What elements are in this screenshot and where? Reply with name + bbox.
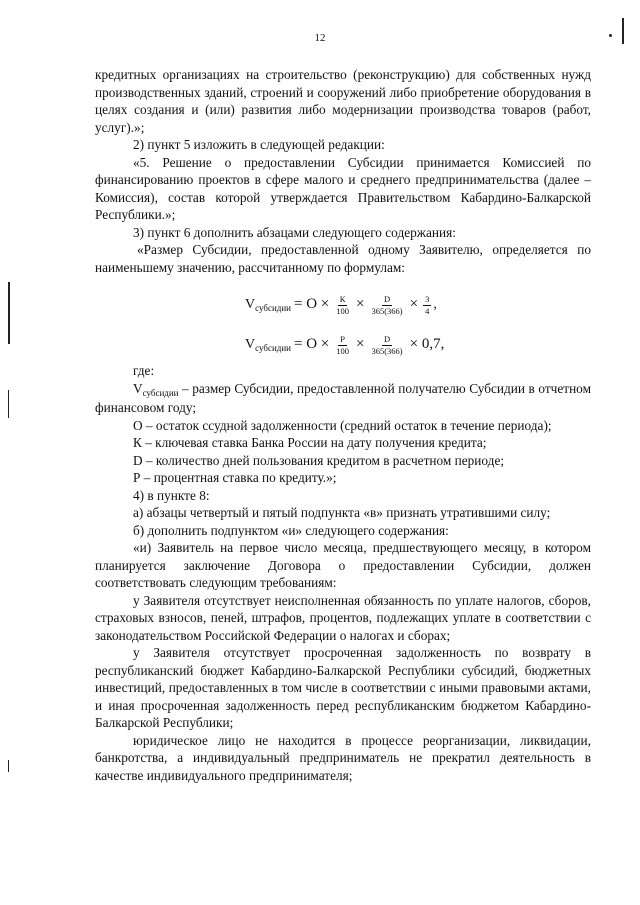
paragraph-p-definition: Р – процентная ставка по кредиту.»; <box>133 470 337 485</box>
paragraph-item-3: 3) пункт 6 дополнить абзацами следующего содержания: <box>133 224 456 240</box>
paragraph-no-tax-debt: у Заявителя отсутствует неисполненная обязанность по уплате налогов, сборов, страховых взносов, пеней, штрафов, процентов, подлежащих уплате в соответствии с законодательством Российской Федерации о налогах и сборах; <box>95 592 591 643</box>
paragraph-o-definition: О – остаток ссудной задолженности (средний остаток в течение периода); <box>133 417 552 433</box>
formula-2-frac-1: $\frac{P}{100}$ <box>336 333 349 356</box>
document-body <box>95 66 591 784</box>
scan-dot-top-right <box>609 34 612 37</box>
paragraph-v-definition: $V_{субсидии}$ – размер Субсидии, предоставленной получателю Субсидии в отчетном финансовом году; <box>95 380 591 415</box>
formula-1-eq: = O × <box>293 296 330 313</box>
scan-mark-left-2 <box>8 390 9 418</box>
paragraph-k-definition: К – ключевая ставка Банка России на дату получения кредита; <box>133 435 487 450</box>
formula-1-frac-1: $\frac{К}{100}$ <box>336 293 349 316</box>
formula-2-sub: субсидии <box>255 343 291 354</box>
paragraph-no-budget-debt: у Заявителя отсутствует просроченная задолженность по возврату в республиканский бюджет Кабардино-Балкарской Республики субсидий, бюджетных инвестиций, предоставленных в том числе в соответствии с иными правовыми актами, и иная просроченная задолженность перед республиканским бюджетом Кабардино-Балкарской Республики; <box>95 645 591 730</box>
paragraph-where: где: <box>133 363 155 378</box>
paragraph-sub-i: «и) Заявитель на первое число месяца, предшествующего месяцу, в котором планируется заключение Договора о предоставлении Субсидии, должен соответствовать следующим требованиям: <box>95 540 591 590</box>
paragraph-subsidy-size: «Размер Субсидии, предоставленной одному Заявителю, определяется по наименьшему значению, рассчитанному по формулам: <box>95 242 591 275</box>
paragraph-quote-5: «5. Решение о предоставлении Субсидии принимается Комиссией по финансированию проектов в сфере малого и среднего предпринимательства (далее – Комиссия), состав которой утверждается Правительством Кабардино-Балкарской Республики.»; <box>95 154 591 222</box>
scan-mark-left-1 <box>8 282 10 344</box>
paragraph-item-4: 4) в пункте 8: <box>133 487 210 503</box>
paragraph-continuation: кредитных организациях на строительство (реконструкцию) для собственных нужд производственных зданий, строений и сооружений либо приобретение оборудования в целях создания и (или) развития либо модернизации производства товаров (работ, услуг).»; <box>95 67 591 135</box>
paragraph-no-reorganization: юридическое лицо не находится в процессе реорганизации, ликвидации, банкротства, а индивидуальный предприниматель не прекратил деятельность в качестве индивидуального предпринимателя; <box>95 732 591 783</box>
formula-1-times-2: × <box>409 296 419 313</box>
formula-2-tail: × 0,7, <box>409 336 445 353</box>
formula-2-frac-2: $\frac{D}{365(366)}$ <box>371 333 403 356</box>
formula-2-v: V <box>245 337 256 353</box>
paragraph-d-definition: D – количество дней пользования кредитом в расчетном периоде; <box>133 452 505 468</box>
scan-mark-left-3 <box>8 760 9 772</box>
formula-1-frac-2: $\frac{D}{365(366)}$ <box>371 293 403 316</box>
paragraph-item-4b: б) дополнить подпунктом «и» следующего содержания: <box>133 522 449 538</box>
formula-1 <box>95 288 591 322</box>
paragraph-item-2: 2) пункт 5 изложить в следующей редакции: <box>133 137 385 152</box>
formula-1-tail: , <box>433 297 437 313</box>
formula-1-sub: субсидии <box>255 303 291 314</box>
formula-1-v: V <box>245 297 256 313</box>
formula-2-eq: = O × <box>293 336 330 353</box>
formula-1-times-1: × <box>356 296 365 313</box>
formula-2-times-1: × <box>356 336 365 353</box>
formula-2 <box>95 328 591 362</box>
page-number: 12 <box>314 32 326 44</box>
paragraph-item-4a: а) абзацы четвертый и пятый подпункта «в» признать утратившими силу; <box>133 505 551 520</box>
scan-mark-top-right <box>622 18 624 44</box>
formula-1-frac-3: $\frac{3}{4}$ <box>425 293 430 316</box>
